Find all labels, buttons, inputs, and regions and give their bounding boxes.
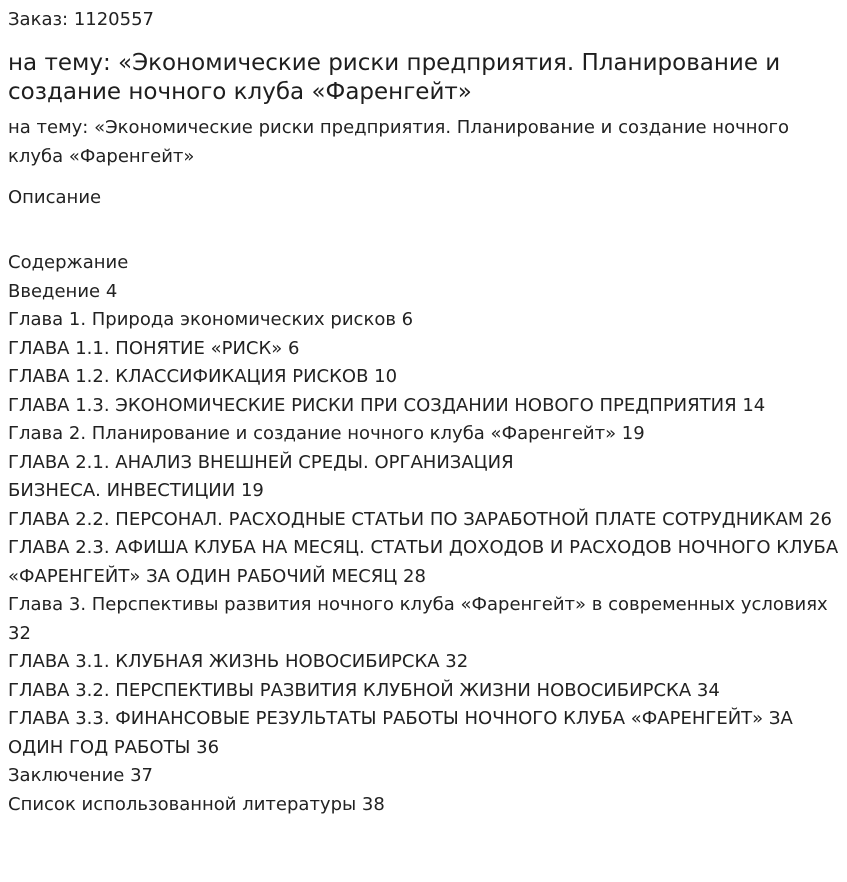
page-title: на тему: «Экономические риски предприятия. Планирование и создание ночного клуба «Фаренгейт» (8, 50, 781, 105)
toc-item: ГЛАВА 3.1. КЛУБНАЯ ЖИЗНЬ НОВОСИБИРСКА 32 (8, 651, 469, 672)
toc-item: ГЛАВА 1.3. ЭКОНОМИЧЕСКИЕ РИСКИ ПРИ СОЗДАНИИ НОВОГО ПРЕДПРИЯТИЯ 14 (8, 394, 766, 416)
order-number: Заказ: 1120557 (8, 9, 154, 30)
toc-item: Глава 3. Перспективы развития ночного клуба «Фаренгейт» в современных условиях 32 (8, 594, 828, 644)
toc-item: ГЛАВА 3.3. ФИНАНСОВЫЕ РЕЗУЛЬТАТЫ РАБОТЫ НОЧНОГО КЛУБА «ФАРЕНГЕЙТ» ЗА ОДИН ГОД РАБОТЫ 36 (8, 708, 793, 758)
toc-item: ГЛАВА 1.1. ПОНЯТИЕ «РИСК» 6 (8, 337, 300, 359)
toc-item: Заключение 37 (8, 765, 153, 786)
toc-heading: Содержание (8, 252, 129, 273)
toc-item: Глава 1. Природа экономических рисков 6 (8, 309, 414, 330)
toc-item: Список использованной литературы 38 (8, 793, 385, 815)
toc-item: ГЛАВА 2.3. АФИША КЛУБА НА МЕСЯЦ. СТАТЬИ ДОХОДОВ И РАСХОДОВ НОЧНОГО КЛУБА «ФАРЕНГЕЙТ» ЗА ОДИН РАБОЧИЙ МЕСЯЦ 28 (8, 537, 839, 587)
table-of-contents (8, 249, 839, 819)
toc-item: ГЛАВА 2.1. АНАЛИЗ ВНЕШНЕЙ СРЕДЫ. ОРГАНИЗАЦИЯ (8, 451, 514, 473)
toc-list (8, 278, 839, 820)
toc-item: ГЛАВА 3.2. ПЕРСПЕКТИВЫ РАЗВИТИЯ КЛУБНОЙ ЖИЗНИ НОВОСИБИРСКА 34 (8, 679, 720, 701)
toc-item: ГЛАВА 2.2. ПЕРСОНАЛ. РАСХОДНЫЕ СТАТЬИ ПО ЗАРАБОТНОЙ ПЛАТЕ СОТРУДНИКАМ 26 (8, 508, 833, 530)
toc-item: БИЗНЕСА. ИНВЕСТИЦИИ 19 (8, 480, 264, 501)
toc-item: ГЛАВА 1.2. КЛАССИФИКАЦИЯ РИСКОВ 10 (8, 366, 398, 387)
page-subtitle: на тему: «Экономические риски предприятия. Планирование и создание ночного клуба «Фаренгейт» (8, 117, 789, 167)
toc-item: Глава 2. Планирование и создание ночного клуба «Фаренгейт» 19 (8, 423, 645, 444)
description-label: Описание (8, 187, 102, 208)
toc-item: Введение 4 (8, 280, 118, 302)
